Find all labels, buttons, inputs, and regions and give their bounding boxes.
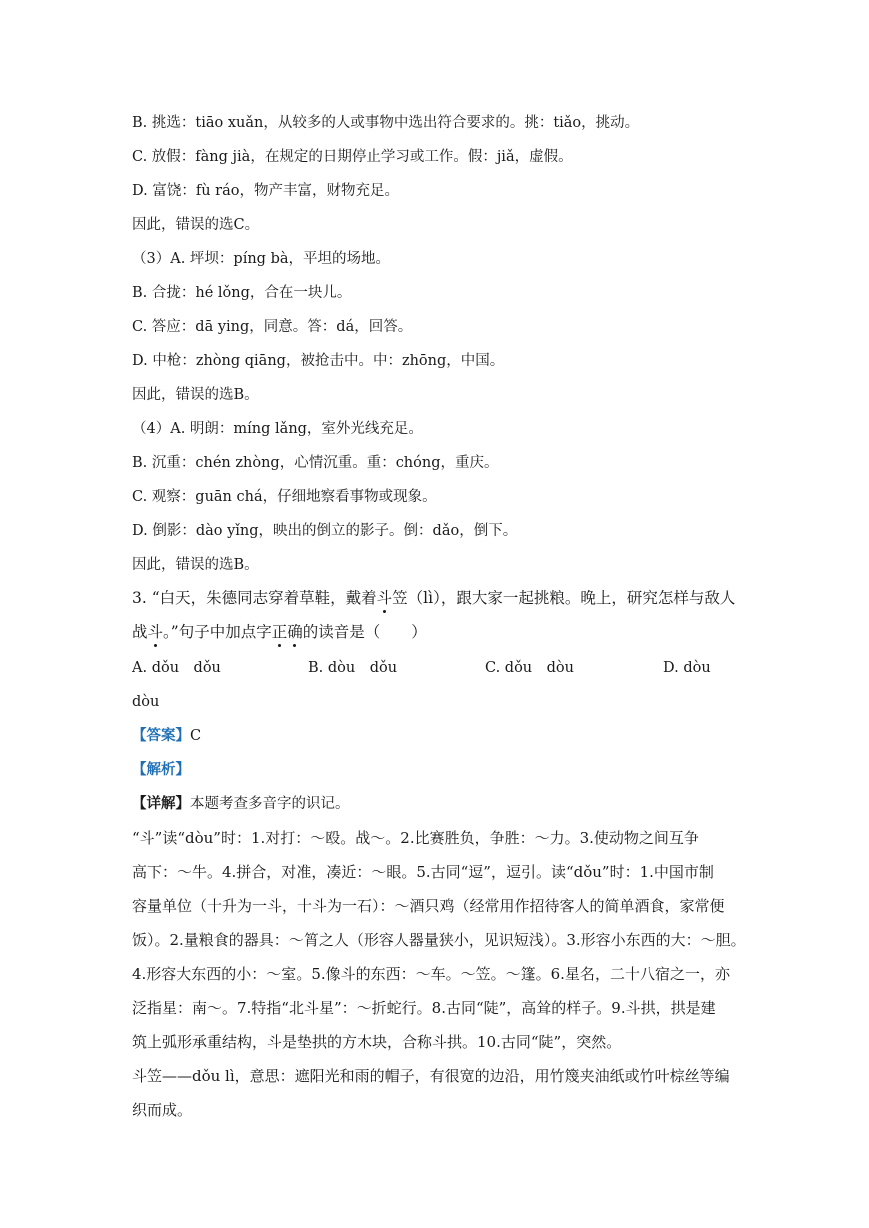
- text-line: （3）A. 坪坝：píng bà，平坦的场地。: [132, 251, 390, 267]
- answer-value: C: [190, 728, 202, 744]
- option-a: A. dǒu dǒu: [132, 660, 221, 676]
- body-line: 筑上弧形承重结构，斗是垫拱的方木块，合称斗拱。10.古同“陡”，突然。: [132, 1033, 622, 1051]
- text-line: B. 合拢：hé lǒng，合在一块儿。: [132, 285, 352, 301]
- option-b: B. dòu dǒu: [308, 660, 398, 676]
- detail-tag: 【详解】: [132, 795, 190, 812]
- text-line: 因此，错误的选B。: [132, 387, 259, 403]
- body-line: 4.形容大东西的小：～室。5.像斗的东西：～车。～笠。～篷。6.星名，二十八宿之一，亦: [132, 965, 730, 983]
- body-line: 织而成。: [132, 1101, 193, 1119]
- analysis-tag: 【解析】: [132, 761, 190, 778]
- body-line: 容量单位（十升为一斗，十斗为一石）：～酒只鸡（经常用作招待客人的简单酒食，家常便: [132, 897, 725, 915]
- text-line: B. 挑选：tiāo xuǎn，从较多的人或事物中选出符合要求的。挑：tiǎo，挑动。: [132, 115, 640, 131]
- body-line: 饭）。2.量粮食的器具：～筲之人（形容人器量狭小，见识短浅）。3.形容小东西的大：～胆。: [132, 931, 746, 949]
- option-c: C. dǒu dòu: [485, 660, 574, 676]
- dotted-char: 正: [271, 623, 288, 641]
- question-stem-line-1: 3. “白天，朱德同志穿着草鞋，戴着斗笠（lì），跟大家一起挑粮。晚上，研究怎样与敌人: [132, 589, 736, 607]
- text-line: 因此，错误的选C。: [132, 217, 260, 233]
- text-line: C. 放假：fàng jià，在规定的日期停止学习或工作。假：jiǎ，虚假。: [132, 149, 573, 165]
- question-stem-line-2: 战斗。”句子中加点字正确的读音是（ ）: [132, 623, 427, 641]
- answer-tag: 【答案】: [132, 727, 190, 744]
- text-line: D. 倒影：dào yǐng，映出的倒立的影子。倒：dǎo，倒下。: [132, 523, 518, 539]
- option-d-wrap: dòu: [132, 694, 160, 710]
- answer-line: [132, 726, 201, 746]
- analysis-line: [132, 760, 190, 780]
- dotted-char: 确: [287, 623, 303, 641]
- text-line: 因此，错误的选B。: [132, 557, 259, 573]
- text-line: C. 观察：guān chá，仔细地察看事物或现象。: [132, 489, 437, 505]
- body-line: 高下：～牛。4.拼合，对准，凑近：～眼。5.古同“逗”，逗引。读“dǒu”时：1.中国市制: [132, 863, 714, 881]
- detail-line: [132, 794, 350, 814]
- body-line: 斗笠——dǒu lì，意思：遮阳光和雨的帽子，有很宽的边沿，用竹篾夹油纸或竹叶棕丝等编: [132, 1067, 730, 1085]
- text-line: D. 富饶：fù ráo，物产丰富，财物充足。: [132, 183, 399, 199]
- option-d: D. dòu: [663, 660, 711, 676]
- body-line: 泛指星：南～。7.特指“北斗星”：～折蛇行。8.古同“陡”，高耸的样子。9.斗拱，拱是建: [132, 999, 716, 1017]
- text-line: D. 中枪：zhòng qiāng，被抢击中。中：zhōng，中国。: [132, 353, 505, 369]
- detail-text: 本题考查多音字的识记。: [190, 796, 350, 812]
- dotted-char: 斗: [147, 623, 164, 641]
- text-line: B. 沉重：chén zhòng，心情沉重。重：chóng，重庆。: [132, 455, 499, 471]
- body-line: “斗”读“dòu”时：1.对打：～殴。战～。2.比赛胜负，争胜：～力。3.使动物之间互争: [132, 829, 699, 847]
- text-line: （4）A. 明朗：míng lǎng，室外光线充足。: [132, 421, 423, 437]
- dotted-char: 斗: [376, 589, 393, 607]
- text-line: C. 答应：dā ying，同意。答：dá，回答。: [132, 319, 413, 335]
